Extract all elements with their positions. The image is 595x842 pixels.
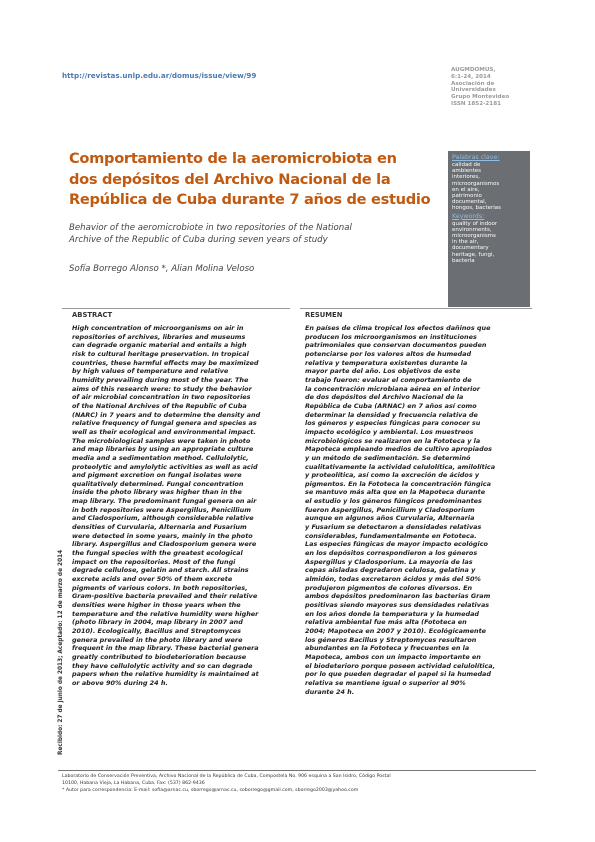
pubinfo-line: 6:1-24, 2014: [451, 73, 491, 80]
keyword-line: interiores,: [452, 174, 480, 181]
abstract-line: greatly contributed to biodeterioration because: [72, 652, 247, 661]
pubinfo-line: Grupo Montevideo: [451, 94, 510, 101]
resumen-line: almidón, todas excretaron ácidos y más del 50%: [305, 575, 481, 584]
abstract-line: (NARC) in 7 years and to determine the density and: [72, 410, 261, 419]
abstract-line: excrete acids and over 50% of them excrete: [72, 575, 233, 584]
resumen-line: potenciarse por los valores altos de humedad: [305, 349, 472, 358]
resumen-line: determinar la densidad y frecuencia relativa de: [305, 410, 478, 419]
authors: Sofía Borrego Alonso *, Alian Molina Veloso: [69, 264, 255, 274]
keyword-line: environments,: [452, 226, 492, 233]
resumen-line: positivas siendo mayores sus densidades relativas: [305, 601, 490, 609]
title-line: dos depósitos del Archivo Nacional de la: [69, 170, 391, 188]
resumen-line: el estudio y los géneros fúngicos predominantes: [305, 497, 482, 506]
abstract-line: and pigment excretion on fungal isolates were: [72, 471, 242, 480]
abstract-line: 2010). Ecologically, Bacillus and Streptomyces: [72, 626, 241, 635]
keyword-line: bacteria: [452, 257, 475, 264]
resumen-line: y proteolítica, así como la excreción de ácidos y: [305, 471, 480, 480]
abstract-line: were detected in some years, mainly in the photo: [72, 531, 253, 540]
keyword-line: documental,: [452, 199, 487, 206]
resumen-line: ambos depósitos predominaron las bacterias Gram: [305, 592, 491, 601]
abstract-line: pigments of various colors. In both repositories,: [72, 583, 248, 592]
journal-url-link[interactable]: http://revistas.unlp.edu.ar/domus/issue/view/99: [62, 71, 257, 80]
pubinfo-line: Universidades: [451, 87, 496, 94]
abstract-line: aims of this research were: to study the behavior: [72, 384, 252, 393]
resumen-line: y un método de sedimentación. Se determinó: [305, 453, 471, 462]
abstract-line: they have cellulolytic activity and so can degrade: [72, 661, 253, 670]
abstract-line: papers when the relative humidity is maintained at: [72, 670, 259, 679]
resumen-rule: [300, 308, 532, 309]
abstract-line: in both repositories were Aspergillus, Penicillium: [72, 505, 251, 514]
keyword-line: en el aire,: [452, 186, 480, 193]
resumen-line: aunque en algunos años Curvularia, Alternaria: [305, 514, 475, 523]
keyword-line: calidad de: [452, 162, 481, 168]
resumen-line: la concentración microbiana aérea en el interior: [305, 384, 480, 393]
abstract-line: risk to cultural heritage preservation. In tropical: [72, 349, 249, 358]
abstract-line: impact on the repositories. Most of the fungi: [72, 557, 236, 566]
footnote-line: Laboratorio de Conservación Preventiva, Archivo Nacional de la República de Cuba, Compostela No. 906 esquina a San Isidro, Código Postal: [62, 774, 391, 779]
resumen-line: Mapoteca empleando medios de cultivo apropiados: [305, 445, 492, 454]
resumen-line: de dos depósitos del Archivo Nacional de la: [305, 393, 464, 402]
abstract-heading: ABSTRACT: [72, 311, 113, 319]
resumen-line: cepas aisladas degradaron celulosa, gelatina y: [305, 566, 476, 575]
resumen-line: En países de clima tropical los efectos dañinos que: [305, 324, 491, 332]
abstract-line: well as their ecological and environmental impact.: [72, 427, 256, 436]
keywords-heading-en: Keywords:: [452, 212, 485, 220]
title-line: República de Cuba durante 7 años de estudio: [69, 191, 431, 208]
keyword-line: hongos, bacterias: [452, 205, 502, 212]
resumen-line: por lo que pueden degradar el papel si la humedad: [305, 670, 491, 679]
keyword-line: microorganisms: [452, 233, 496, 240]
abstract-line: humidity prevailing during most of the year. The: [72, 375, 249, 384]
abstract-line: repositories of archives, libraries and museums: [72, 332, 246, 341]
resumen-line: Mapoteca, ambos con un impacto importante en: [305, 652, 481, 661]
subtitle-line: Archive of the Republic of Cuba during seven years of study: [69, 235, 328, 245]
resumen-line: relativa se mantiene igual o superior al 90%: [305, 678, 466, 687]
resumen-line: Aspergillus y Cladosporium. La mayoría de las: [305, 557, 473, 566]
article-title: [69, 149, 441, 211]
resumen-line: en los depósitos correspondieron a los géneros: [305, 549, 478, 558]
abstract-line: can degrade organic material and entails a high: [72, 341, 247, 350]
resumen-heading: RESUMEN: [305, 311, 343, 319]
abstract-line: countries, these harmful effects may be maximized: [72, 358, 259, 367]
abstract-line: by high values of temperature and relative: [72, 367, 229, 376]
keyword-line: microorganismos: [452, 180, 500, 187]
abstract-line: degrade cellulose, gelatin and starch. All strains: [72, 566, 249, 575]
title-line: Comportamiento de la aeromicrobiota en: [69, 150, 397, 167]
english-title: [69, 222, 441, 246]
abstract-line: densities of Curvularia, Alternaria and Fusarium: [72, 523, 247, 532]
keywords-heading-es: Palabras clave:: [452, 154, 500, 161]
pubinfo-line: AUGMDOMUS,: [451, 67, 496, 73]
resumen-line: relativa y temperatura existentes durante la: [305, 358, 468, 367]
resumen-line: el biodeterioro porque poseen actividad celulolítica,: [305, 661, 496, 670]
pubinfo-line: ISSN 1852-2181: [451, 100, 501, 107]
abstract-line: temperature and the relative humidity were higher: [72, 609, 259, 618]
resumen-line: en los años donde la temperatura y la humedad: [305, 609, 480, 618]
abstract-line: and Cladosporium, although considerable relative: [72, 514, 254, 523]
resumen-line: producen los microorganismos en instituciones: [305, 332, 477, 341]
abstract-line: densities were higher in those years when the: [72, 601, 241, 609]
abstract-line: The microbiological samples were taken in photo: [72, 436, 251, 445]
footnote-rule: [58, 770, 536, 771]
abstract-line: the fungal species with the greatest ecological: [72, 549, 243, 558]
resumen-line: 2004; Mapoteca en 2007 y 2010). Ecológicamente: [305, 626, 487, 635]
abstract-line: media and a sedimentation method. Cellulolytic,: [72, 453, 249, 462]
resumen-line: Las especies fúngicas de mayor impacto ecológico: [305, 540, 488, 549]
abstract-line: relative frequency of fungal genera and species as: [72, 419, 257, 428]
abstract-line: High concentration of microorganisms on air in: [72, 324, 244, 332]
abstract-line: library. Aspergillus and Cladosporium genera were: [72, 540, 257, 549]
resumen-line: se mantuvo más alta que en la Mapoteca durante: [305, 488, 486, 497]
resumen-line: considerables, fundamentalmente en Fototeca.: [305, 531, 477, 540]
keyword-line: ambientes: [452, 168, 482, 175]
keyword-line: quality of indoor: [452, 220, 498, 227]
resumen-line: patrimoniales que conservan documentos pueden: [305, 341, 487, 350]
resumen-line: durante 24 h.: [305, 687, 355, 696]
keyword-line: patrimonio: [452, 193, 482, 200]
abstract-line: inside the photo library was higher than in the: [72, 488, 242, 497]
resumen-line: fueron Aspergillus, Penicillium y Cladosporium: [305, 505, 475, 514]
resumen-line: mayor parte del año. Los objetivos de este: [305, 367, 461, 376]
resumen-text: [305, 324, 527, 696]
keyword-line: heritage, fungi,: [452, 251, 495, 258]
abstract-line: frequent in the map library. These bacterial genera: [72, 644, 259, 653]
received-accepted-note: Recibido: 27 de junio de 2013; Aceptado: 12 de marzo de 2014: [58, 549, 64, 755]
resumen-line: cualitativamente la actividad celulolítica, amilolítica: [305, 462, 496, 471]
abstract-line: of air microbial concentration in two repositories: [72, 393, 251, 402]
abstract-line: genera prevailed in the photo library and were: [72, 635, 243, 644]
footnote-line: * Autor para correspondencia: E-mail: sofia@arnac.cu, sborrego@arnac.cu, soborrego@gmail.com, sborrego2003@yahoo.com: [62, 788, 359, 793]
publication-info: [451, 67, 561, 108]
keyword-line: in the air,: [452, 239, 479, 246]
resumen-line: pigmentos. En la Fototeca la concentración fúngica: [305, 479, 491, 488]
abstract-rule: [62, 308, 290, 309]
resumen-line: y Fusarium se detectaron a densidades relativas: [305, 523, 482, 532]
resumen-line: trabajo fueron: evaluar el comportamiento de: [305, 375, 472, 384]
affiliation-footnote: [62, 773, 540, 794]
resumen-line: relativa ambiental fue más alta (Fototeca en: [305, 618, 467, 627]
subtitle-line: Behavior of the aeromicrobiote in two repositories of the National: [69, 223, 352, 233]
keywords-box: [448, 151, 530, 307]
abstract-line: Gram-positive bacteria prevailed and their relative: [72, 592, 258, 601]
abstract-line: (photo library in 2004, map library in 2007 and: [72, 618, 243, 627]
keyword-line: documentary: [452, 245, 489, 252]
abstract-line: qualitatively determined. Fungal concentration: [72, 479, 244, 488]
abstract-line: proteolytic and amylolytic activities as well as acid: [72, 462, 258, 471]
abstract-line: map library. The predominant fungal genera on air: [72, 497, 257, 506]
abstract-line: and map libraries by using an appropriate culture: [72, 445, 254, 454]
resumen-line: microbiológicos se realizaron en la Fototeca y la: [305, 436, 481, 445]
resumen-line: produjeron pigmentos de colores diversos. En: [305, 583, 473, 592]
resumen-line: los géneros y especies fúngicas para conocer su: [305, 419, 481, 428]
abstract-line: or above 90% during 24 h.: [72, 678, 168, 687]
resumen-line: impacto ecológico y ambiental. Los muestreos: [305, 427, 474, 436]
pubinfo-line: Asociación de: [451, 80, 495, 87]
resumen-line: los géneros Bacillus y Streptomyces resultaron: [305, 635, 477, 644]
abstract-text: [72, 324, 290, 688]
abstract-line: of the National Archives of the Republic of Cuba: [72, 401, 247, 410]
resumen-line: República de Cuba (ARNAC) en 7 años así como: [305, 401, 477, 410]
footnote-line: 10100, Habana Vieja, La Habana, Cuba. Fax: (537) 862-9436: [62, 781, 205, 786]
resumen-line: abundantes en la Fototeca y frecuentes en la: [305, 644, 470, 653]
